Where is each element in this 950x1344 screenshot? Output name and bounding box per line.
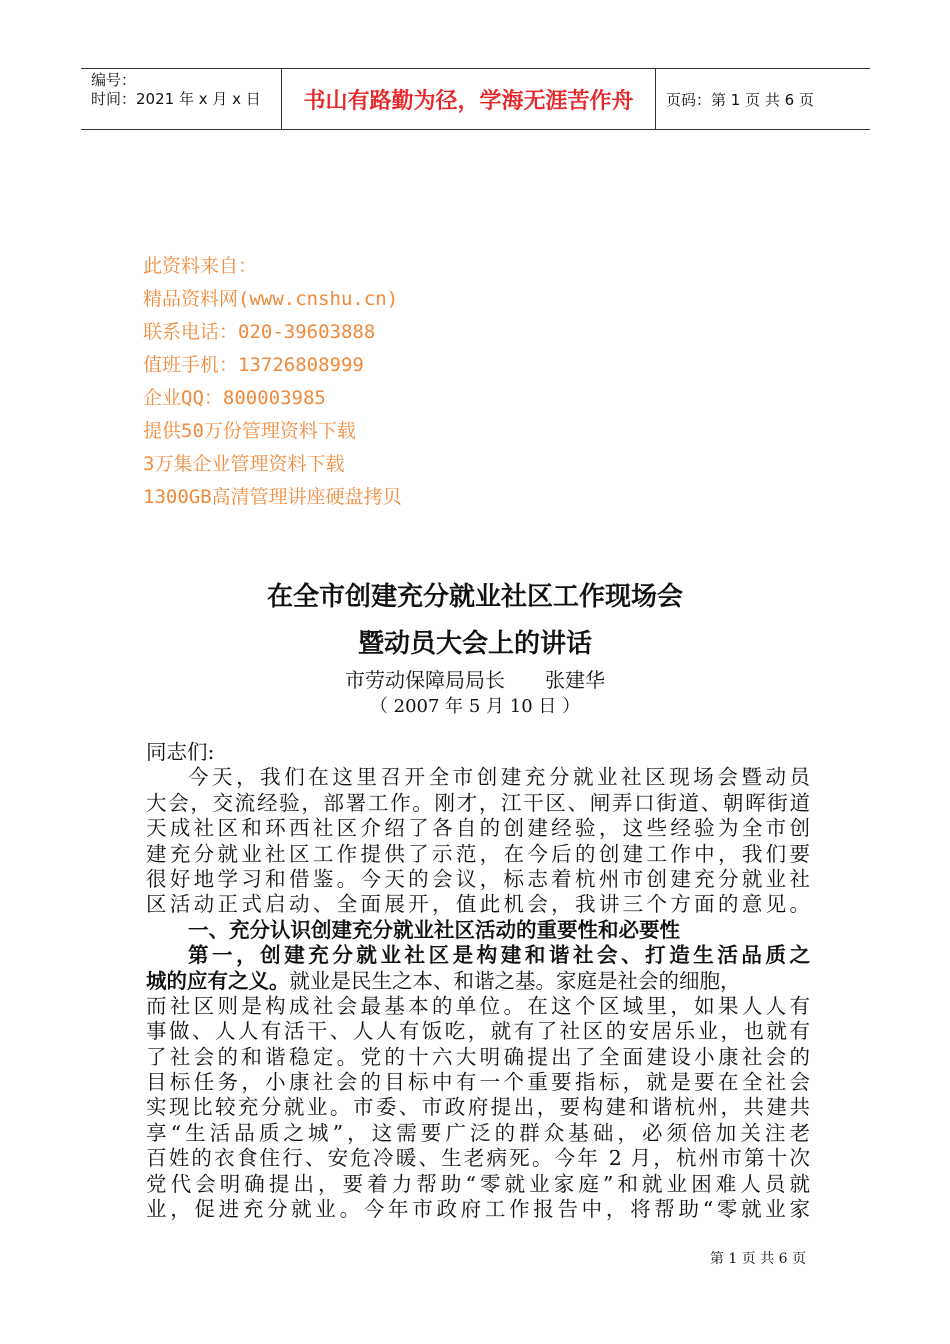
section-heading-text: 一、充分认识创建充分就业社区活动的重要性和必要性	[188, 917, 680, 942]
paragraph-line: 今天，我们在这里召开全市创建充分就业社区现场会暨动员	[188, 765, 810, 790]
paragraph-line: 建充分就业社区工作提供了示范，在今后的创建工作中，我们要	[146, 841, 810, 866]
source-info-line: 此资料来自：	[143, 255, 258, 277]
document-author: 市劳动保障局局长 张建华	[345, 668, 605, 692]
paragraph-line: 大会，交流经验，部署工作。刚才，江干区、闸弄口街道、朝晖街道	[146, 790, 810, 815]
enterprise-qq: 企业QQ：800003985	[143, 387, 326, 409]
paragraph-line	[146, 943, 810, 968]
document-subtitle: 暨动员大会上的讲话	[357, 629, 592, 659]
paragraph-line: 天成社区和环西社区介绍了各自的创建经验，这些经验为全市创	[146, 816, 810, 841]
paragraph-line: 党代会明确提出，要着力帮助“零就业家庭”和就业困难人员就	[146, 1171, 810, 1196]
document-number-label: 编号：	[91, 71, 137, 89]
contact-phone: 联系电话：020-39603888	[143, 321, 376, 343]
paragraph-line	[146, 969, 810, 994]
section-heading	[146, 918, 810, 943]
paragraph-line: 很好地学习和借鉴。今天的会议，标志着杭州市创建充分就业社	[146, 866, 810, 891]
source-info-block	[143, 250, 402, 514]
paragraph-line: 目标任务，小康社会的目标中有一个重要指标，就是要在全社会	[146, 1070, 810, 1095]
paragraph-line: 了社会的和谐稳定。党的十六大明确提出了全面建设小康社会的	[146, 1044, 810, 1069]
source-info-line: 提供50万份管理资料下载	[143, 420, 356, 442]
document-title: 在全市创建充分就业社区工作现场会	[266, 582, 683, 612]
point-heading-text: 城的应有之义。	[146, 968, 290, 993]
paragraph-line: 业，促进充分就业。今年市政府工作报告中，将帮助“零就业家	[146, 1197, 810, 1222]
paragraph-text: 就业是民生之本、和谐之基。家庭是社会的细胞，	[289, 968, 741, 993]
salutation: 同志们:	[146, 740, 215, 764]
point-heading-text: 第一，创建充分就业社区是构建和谐社会、打造生活品质之	[188, 943, 810, 968]
paragraph-line: 实现比较充分就业。市委、市政府提出，要构建和谐杭州，共建共	[146, 1095, 810, 1120]
page-footer-number: 第 1 页 共 6 页	[709, 1251, 806, 1267]
document-date: （ 2007 年 5 月 10 日 ）	[369, 696, 581, 717]
page-header	[81, 68, 870, 130]
duty-mobile: 值班手机：13726808999	[143, 354, 364, 376]
paragraph-line: 百姓的衣食住行、安危冷暖、生老病死。今年 2 月，杭州市第十次	[146, 1146, 810, 1171]
header-page-number: 页码：第 1 页 共 6 页	[666, 90, 814, 109]
document-time-label: 时间：2021 年 x 月 x 日	[91, 90, 261, 108]
paragraph-line: 事做、人人有活干、人人有饭吃，就有了社区的安居乐业，也就有	[146, 1019, 810, 1044]
source-info-line: 1300GB高清管理讲座硬盘拷贝	[143, 486, 402, 508]
document-body	[146, 740, 810, 1222]
source-website-link[interactable]: 精品资料网(www.cnshu.cn)	[143, 288, 399, 310]
paragraph-line: 享“生活品质之城”，这需要广泛的群众基础，必须倍加关注老	[146, 1120, 810, 1145]
source-info-line: 3万集企业管理资料下载	[143, 453, 345, 475]
paragraph-line: 区活动正式启动、全面展开，值此机会，我讲三个方面的意见。	[146, 892, 810, 917]
paragraph-line: 而社区则是构成社会最基本的单位。在这个区域里，如果人人有	[146, 993, 810, 1018]
header-motto: 书山有路勤为径，学海无涯苦作舟	[281, 69, 656, 129]
header-meta	[81, 69, 281, 129]
